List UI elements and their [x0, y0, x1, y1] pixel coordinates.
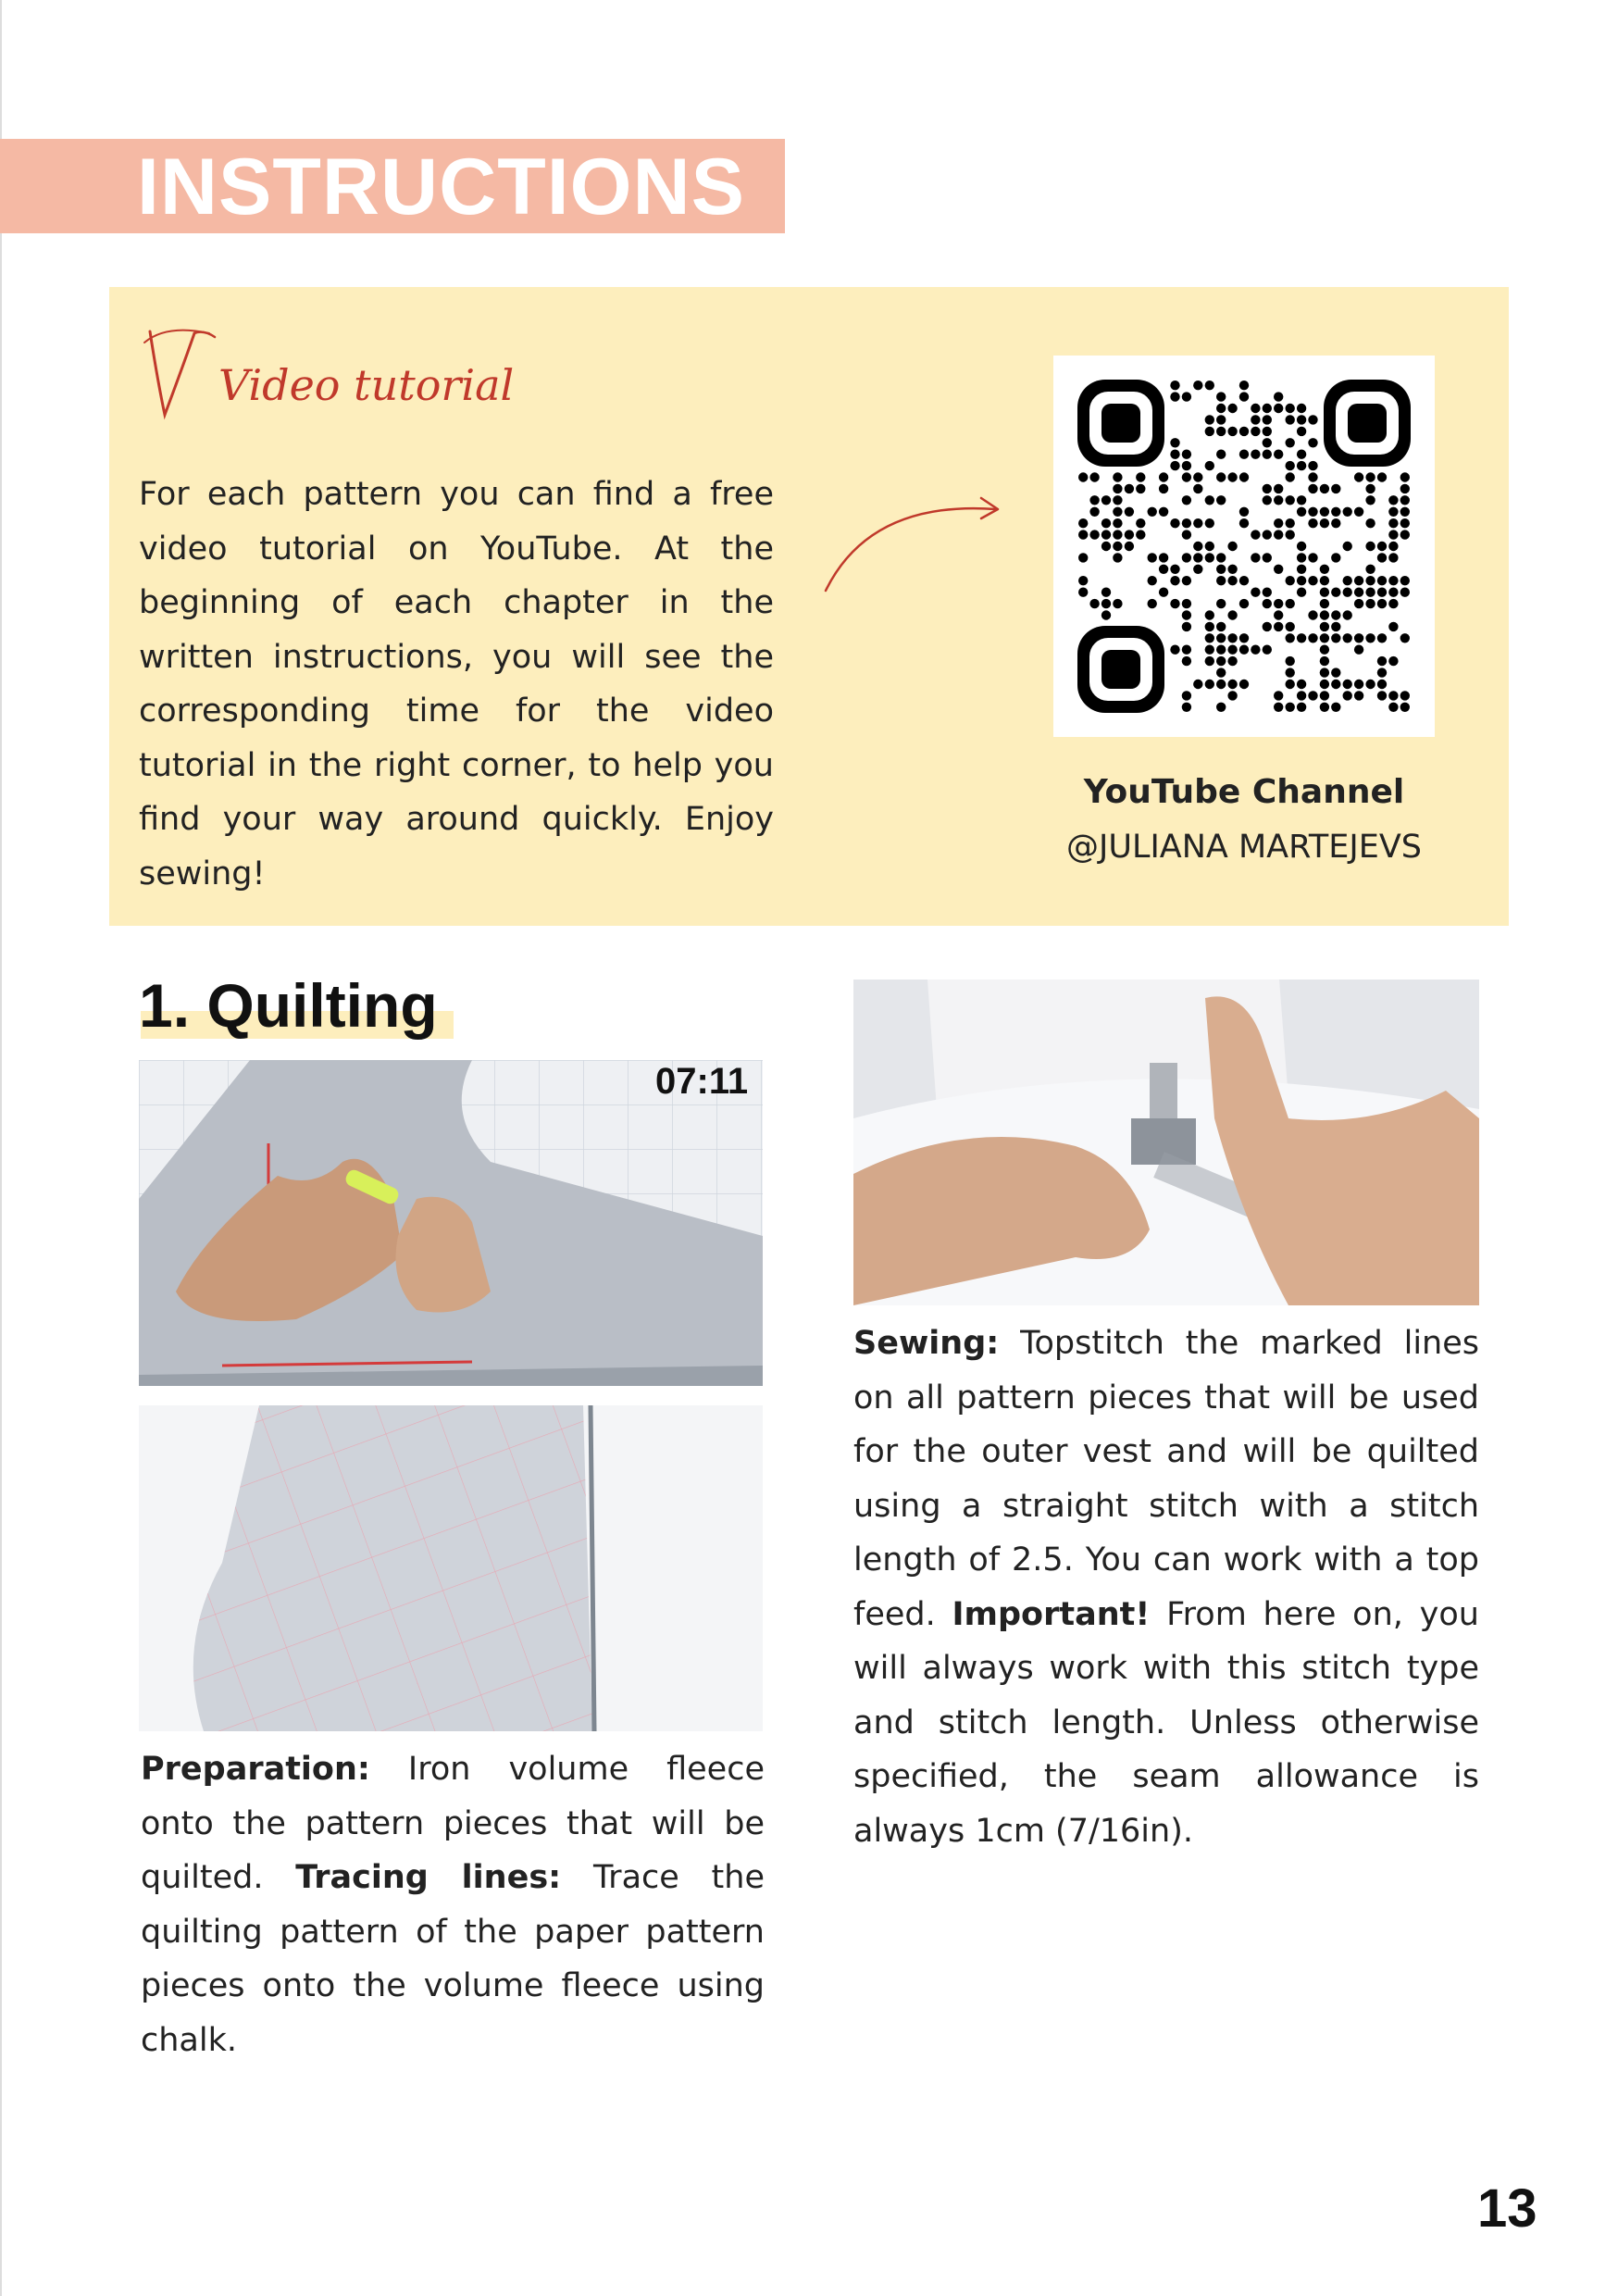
qr-code-icon[interactable]: [1053, 356, 1435, 737]
preparation-body: Iron volume fleece onto the pattern pieces that will be quilted.: [141, 1751, 765, 1896]
page-edge-rule: [0, 0, 2, 2296]
preparation-text: [141, 1742, 765, 2067]
tracing-label: Tracing lines:: [295, 1859, 562, 1896]
important-body: From here on, you will always work with this stitch type and stitch length. Unless otherwise specified, the seam allowance is always 1cm (7/16in).: [853, 1595, 1479, 1850]
sewing-body: Topstitch the marked lines on all pattern pieces that will be used for the outer vest and will be quilted using a straight stitch with a stitch length of 2.5. You can work with a top feed.: [853, 1325, 1479, 1633]
sewing-label: Sewing:: [853, 1325, 1000, 1362]
page-title: INSTRUCTIONS: [137, 143, 745, 231]
script-title-text: Video tutorial: [218, 360, 515, 410]
video-timestamp: 07:11: [655, 1061, 749, 1102]
section-title: 1. Quilting: [139, 971, 438, 1040]
preparation-label: Preparation:: [141, 1751, 370, 1788]
curved-arrow-icon: [815, 481, 1009, 602]
photo-volume-fleece: [139, 1405, 763, 1731]
youtube-channel-handle[interactable]: @JULIANA MARTEJEVS: [1066, 829, 1422, 866]
sewing-text: [853, 1316, 1479, 1858]
youtube-channel-label: YouTube Channel: [1083, 773, 1405, 811]
page-number: 13: [1477, 2178, 1537, 2239]
important-label: Important!: [952, 1595, 1151, 1633]
photo-tracing-lines: [139, 1060, 763, 1386]
photo-sewing-machine: [853, 980, 1479, 1305]
video-tutorial-text: For each pattern you can find a free video tutorial on YouTube. At the beginning of each chapter in the written instructions, you will see the corresponding time for the video tutorial in the right corner, to help you find your way around quickly. Enjoy sewing!: [139, 476, 774, 892]
tracing-body: Trace the quilting pattern of the paper pattern pieces onto the volume fleece using chalk.: [141, 1859, 765, 2059]
video-tutorial-script-title: [130, 306, 611, 435]
